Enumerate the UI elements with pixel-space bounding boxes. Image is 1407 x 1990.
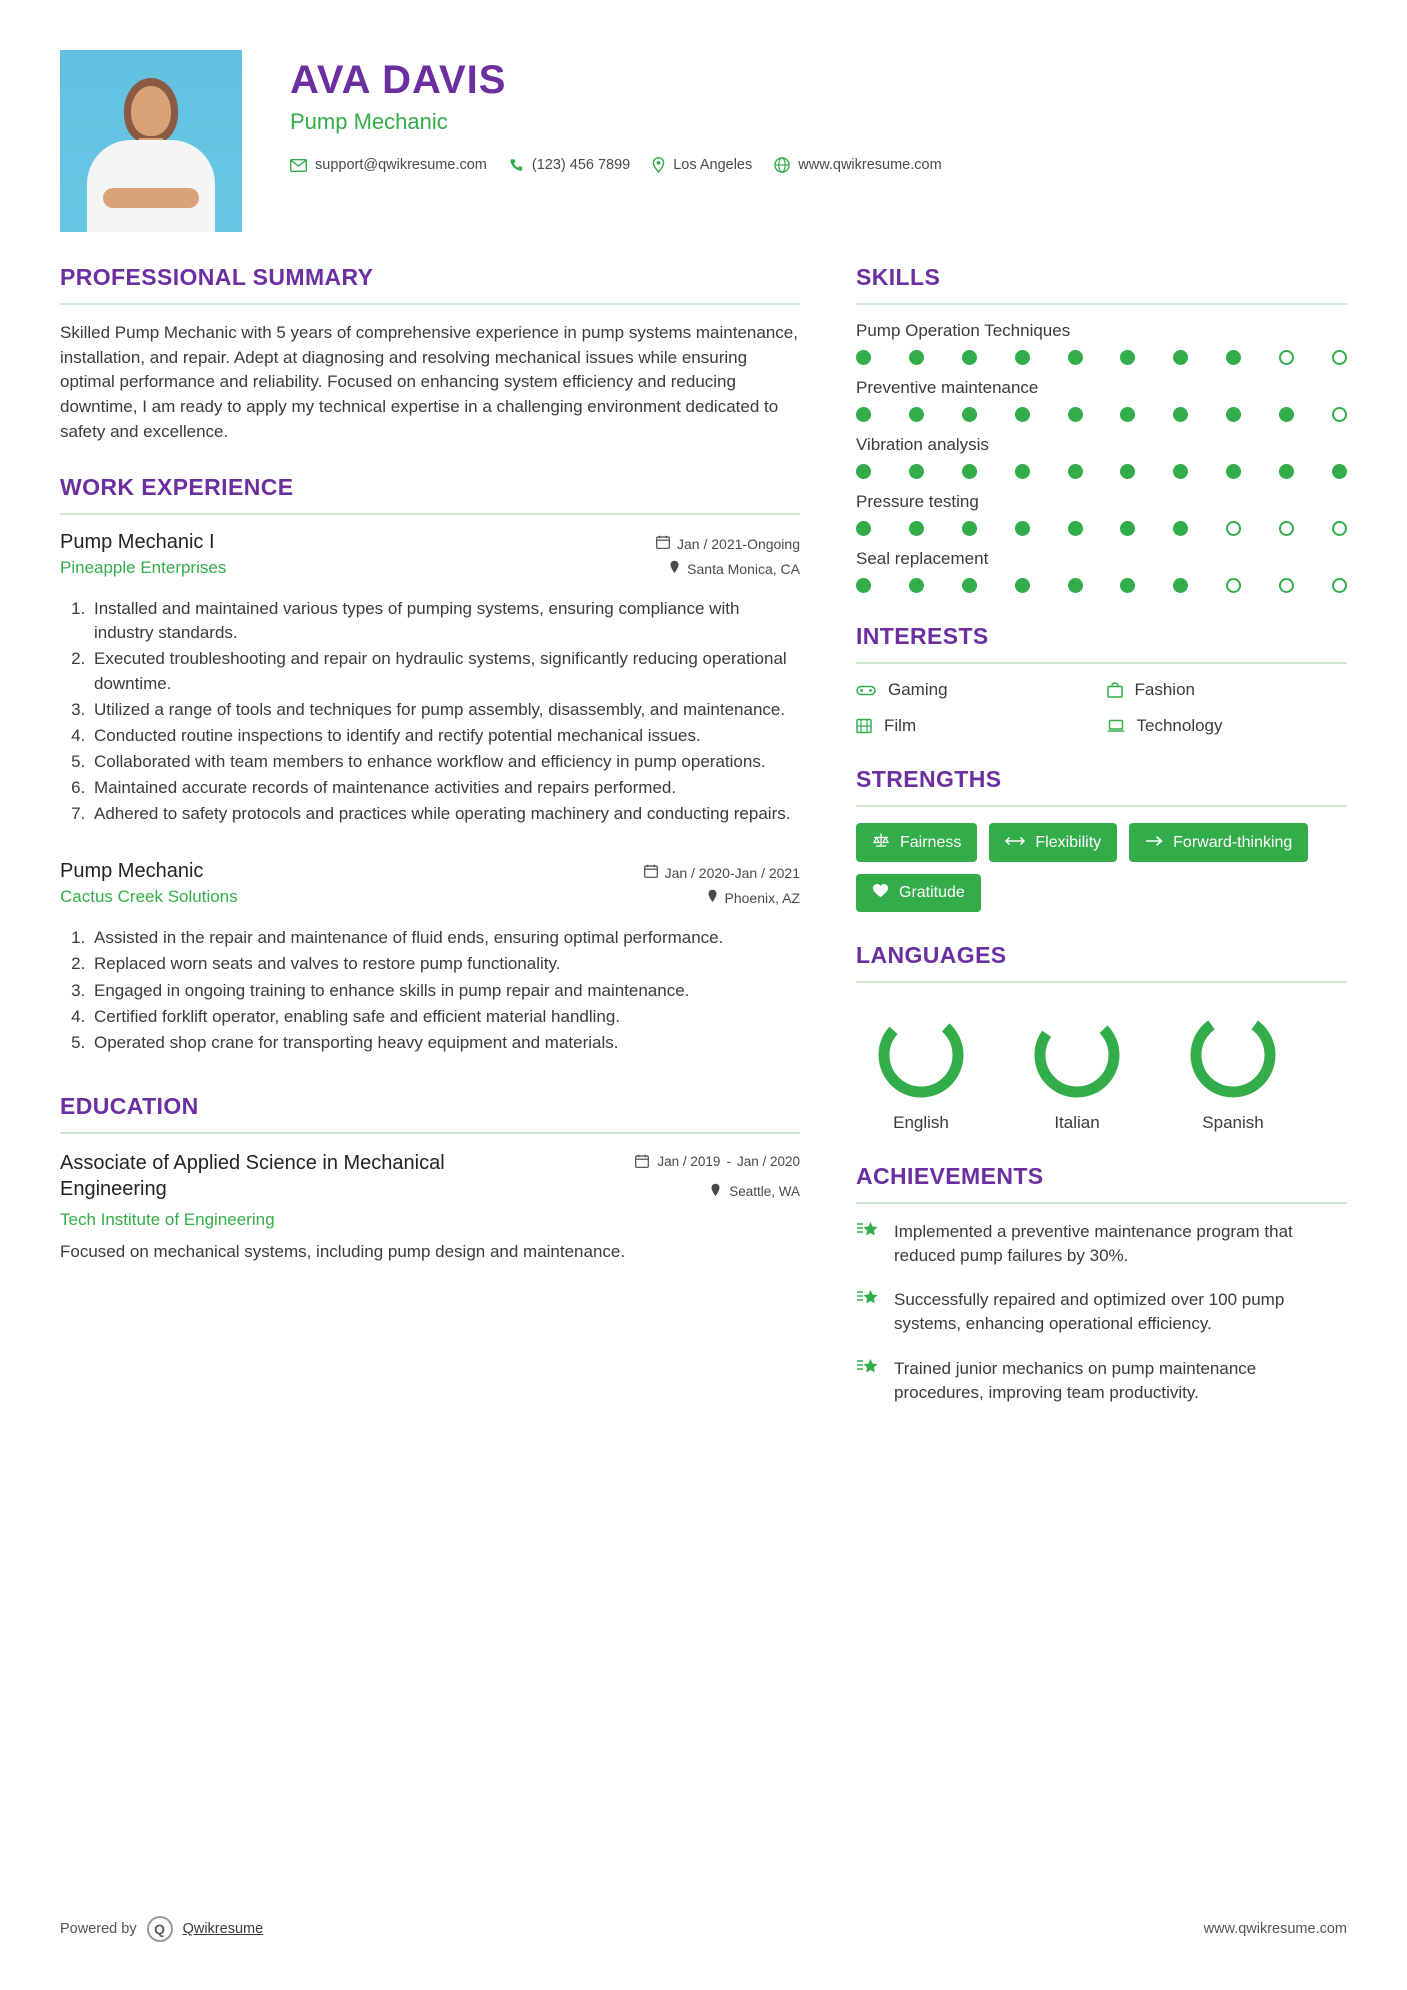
- summary-text: Skilled Pump Mechanic with 5 years of comprehensive experience in pump systems maintenance, installation, and repair. Adept at diagnosing and resolving mechanical issues while ensuring optimal performance and reliability. Focused on enhancing system efficiency and reducing downtime, I am ready to apply my technical expertise in a challenging environment dedicated to safety and excellence.: [60, 323, 798, 441]
- candidate-role: Pump Mechanic: [290, 109, 448, 134]
- achievement-item: [856, 1220, 1347, 1268]
- candidate-name: AVA DAVIS: [290, 58, 507, 102]
- education-entry: [60, 1150, 800, 1230]
- section-title-strengths: STRENGTHS: [856, 766, 1002, 792]
- skill-label: Pump Operation Techniques: [856, 321, 1071, 340]
- phone-icon: [509, 158, 524, 173]
- envelope-icon: [290, 159, 307, 172]
- work-entry: [60, 860, 800, 1055]
- footer-brand-link[interactable]: Qwikresume: [182, 1921, 264, 1937]
- strength-chip: [989, 823, 1117, 862]
- work-bullet: 2. Executed troubleshooting and repair on hydraulic systems, significantly reducing operational downtime.: [90, 647, 800, 695]
- skill-label: Vibration analysis: [856, 435, 989, 454]
- page-footer: [60, 1916, 1347, 1942]
- qwikresume-logo-icon: Q: [147, 1916, 173, 1942]
- left-column: [60, 264, 800, 1435]
- achievement-item: [856, 1357, 1347, 1405]
- strength-chip: [856, 874, 981, 912]
- work-bullet: 5. Collaborated with team members to enhance workflow and efficiency in pump operations.: [90, 750, 800, 774]
- skill-label: Pressure testing: [856, 492, 979, 511]
- film-icon: [856, 718, 872, 734]
- section-divider: [856, 303, 1347, 305]
- section-title-work: WORK EXPERIENCE: [60, 474, 294, 501]
- work-entry: [60, 531, 800, 826]
- footer-powered-by-label: Powered by: [60, 1921, 137, 1937]
- achievement-text: Implemented a preventive maintenance program that reduced pump failures by 30%.: [894, 1222, 1293, 1266]
- contact-row: [290, 157, 1347, 173]
- work-bullet: 3. Utilized a range of tools and techniques for pump assembly, disassembly, and maintenance.: [90, 698, 800, 722]
- section-divider: [60, 303, 800, 305]
- arrows-icon: [1005, 834, 1025, 852]
- skill-label: Seal replacement: [856, 549, 989, 568]
- work-dates: [644, 864, 800, 881]
- interest-label: Gaming: [888, 680, 948, 699]
- calendar-icon: [644, 864, 658, 881]
- work-bullet: 4. Certified forklift operator, enabling safe and efficient material handling.: [90, 1005, 800, 1029]
- skill-rating: [856, 350, 1347, 365]
- footer-site-url: www.qwikresume.com: [1203, 1921, 1347, 1937]
- work-location-text: Phoenix, AZ: [724, 889, 800, 906]
- interest-label: Fashion: [1134, 680, 1195, 699]
- education-location: [635, 1183, 800, 1200]
- work-company: Pineapple Enterprises: [60, 558, 227, 578]
- contact-phone-text: (123) 456 7899: [531, 157, 631, 173]
- achievement-text: Successfully repaired and optimized over 100 pump systems, enhancing operational efficiency.: [894, 1290, 1285, 1334]
- bag-icon: [1107, 682, 1123, 698]
- section-divider: [60, 1132, 800, 1134]
- section-education: [60, 1093, 800, 1264]
- section-divider: [856, 981, 1347, 983]
- section-professional-summary: [60, 264, 800, 444]
- skill-label: Preventive maintenance: [856, 378, 1039, 397]
- education-degree: Associate of Applied Science in Mechanical Engineering: [60, 1151, 445, 1200]
- section-interests: [856, 623, 1347, 736]
- education-location-text: Seattle, WA: [729, 1183, 800, 1199]
- language-label: Spanish: [1202, 1113, 1264, 1132]
- work-bullet: 1. Assisted in the repair and maintenance of fluid ends, ensuring optimal performance.: [90, 926, 800, 950]
- work-bullets: [60, 597, 800, 826]
- language-label: Italian: [1054, 1113, 1100, 1132]
- location-pin-icon: [652, 157, 665, 173]
- scales-icon: [872, 832, 890, 853]
- globe-icon: [774, 157, 790, 173]
- profile-photo: [60, 50, 242, 232]
- interest-item: [856, 716, 1097, 736]
- strength-label: Flexibility: [1035, 833, 1102, 851]
- work-dates-text: Jan / 2021-Ongoing: [677, 535, 800, 552]
- language-item: [1168, 1007, 1298, 1133]
- work-bullet: 5. Operated shop crane for transporting heavy equipment and materials.: [90, 1031, 800, 1055]
- section-divider: [856, 1202, 1347, 1204]
- language-progress-ring: [873, 1007, 969, 1103]
- work-company: Cactus Creek Solutions: [60, 887, 238, 907]
- interest-item: [856, 680, 1097, 700]
- contact-location-text: Los Angeles: [673, 157, 753, 173]
- map-pin-icon: [710, 1183, 721, 1200]
- calendar-icon: [635, 1154, 649, 1171]
- language-item: [1012, 1007, 1142, 1133]
- education-date-start: Jan / 2019: [657, 1154, 721, 1170]
- work-location: [644, 889, 800, 906]
- work-location-text: Santa Monica, CA: [687, 560, 800, 577]
- language-progress-ring: [1185, 1007, 1281, 1103]
- star-badge-icon: [856, 1357, 880, 1405]
- heart-icon: [872, 883, 889, 903]
- work-bullet: 4. Conducted routine inspections to identify and rectify potential mechanical issues.: [90, 724, 800, 748]
- strength-chip: [1129, 823, 1308, 862]
- work-bullet: 6. Maintained accurate records of maintenance activities and repairs performed.: [90, 776, 800, 800]
- section-languages: [856, 942, 1347, 1133]
- interest-label: Film: [884, 716, 917, 735]
- section-title-achievements: ACHIEVEMENTS: [856, 1163, 1044, 1189]
- education-date-end: Jan / 2020: [736, 1154, 800, 1170]
- work-bullet: 7. Adhered to safety protocols and practices while operating machinery and conducting repairs.: [90, 802, 800, 826]
- skill-rating: [856, 407, 1347, 422]
- work-bullets: [60, 926, 800, 1055]
- section-title-summary: PROFESSIONAL SUMMARY: [60, 264, 374, 290]
- section-skills: [856, 264, 1347, 593]
- interest-item: [1107, 716, 1348, 736]
- work-job-title: Pump Mechanic: [60, 860, 204, 883]
- strength-label: Fairness: [900, 833, 962, 851]
- work-bullet: 1. Installed and maintained various types of pumping systems, ensuring compliance with industry standards.: [90, 597, 800, 645]
- education-school: Tech Institute of Engineering: [60, 1209, 275, 1229]
- language-item: [856, 1007, 986, 1133]
- right-column: [856, 264, 1347, 1435]
- section-strengths: [856, 766, 1347, 912]
- contact-email[interactable]: [290, 157, 487, 173]
- work-bullet: 3. Engaged in ongoing training to enhance skills in pump repair and maintenance.: [90, 979, 800, 1003]
- section-title-languages: LANGUAGES: [856, 942, 1007, 968]
- section-achievements: [856, 1163, 1347, 1405]
- strength-label: Forward-thinking: [1173, 833, 1293, 851]
- skill-rating: [856, 578, 1347, 593]
- section-divider: [856, 805, 1347, 807]
- work-job-title: Pump Mechanic I: [60, 531, 215, 554]
- interest-label: Technology: [1136, 716, 1223, 735]
- education-date-separator: -: [726, 1154, 731, 1170]
- laptop-icon: [1107, 719, 1125, 733]
- section-title-skills: SKILLS: [856, 264, 941, 290]
- calendar-icon: [656, 535, 670, 552]
- education-dates: [635, 1154, 800, 1171]
- section-title-education: EDUCATION: [60, 1092, 199, 1119]
- contact-website[interactable]: [774, 157, 941, 173]
- achievement-text: Trained junior mechanics on pump maintenance procedures, improving team productivity.: [894, 1358, 1257, 1402]
- interest-item: [1107, 680, 1348, 700]
- contact-location: [652, 157, 752, 173]
- language-label: English: [893, 1113, 949, 1132]
- gamepad-icon: [856, 683, 876, 697]
- section-divider: [60, 513, 800, 515]
- work-location: [656, 560, 800, 577]
- language-progress-ring: [1029, 1007, 1125, 1103]
- arrow-right-icon: [1145, 834, 1163, 852]
- contact-website-text: www.qwikresume.com: [798, 157, 942, 173]
- strength-chip: [856, 823, 977, 862]
- strength-label: Gratitude: [899, 884, 965, 901]
- skill-rating: [856, 464, 1347, 479]
- map-pin-icon: [707, 889, 718, 906]
- map-pin-icon: [669, 560, 680, 577]
- work-bullet: 2. Replaced worn seats and valves to restore pump functionality.: [90, 952, 800, 976]
- contact-phone[interactable]: [509, 157, 630, 173]
- work-dates: [656, 535, 800, 552]
- education-description: Focused on mechanical systems, including pump design and maintenance.: [60, 1241, 626, 1261]
- section-work-experience: [60, 474, 800, 1055]
- section-divider: [856, 662, 1347, 664]
- section-title-interests: INTERESTS: [856, 623, 989, 649]
- contact-email-text: support@qwikresume.com: [315, 157, 487, 173]
- star-badge-icon: [856, 1220, 880, 1268]
- resume-header: [60, 50, 1347, 250]
- skill-rating: [856, 521, 1347, 536]
- work-dates-text: Jan / 2020-Jan / 2021: [664, 864, 800, 881]
- achievement-item: [856, 1288, 1347, 1336]
- star-badge-icon: [856, 1288, 880, 1336]
